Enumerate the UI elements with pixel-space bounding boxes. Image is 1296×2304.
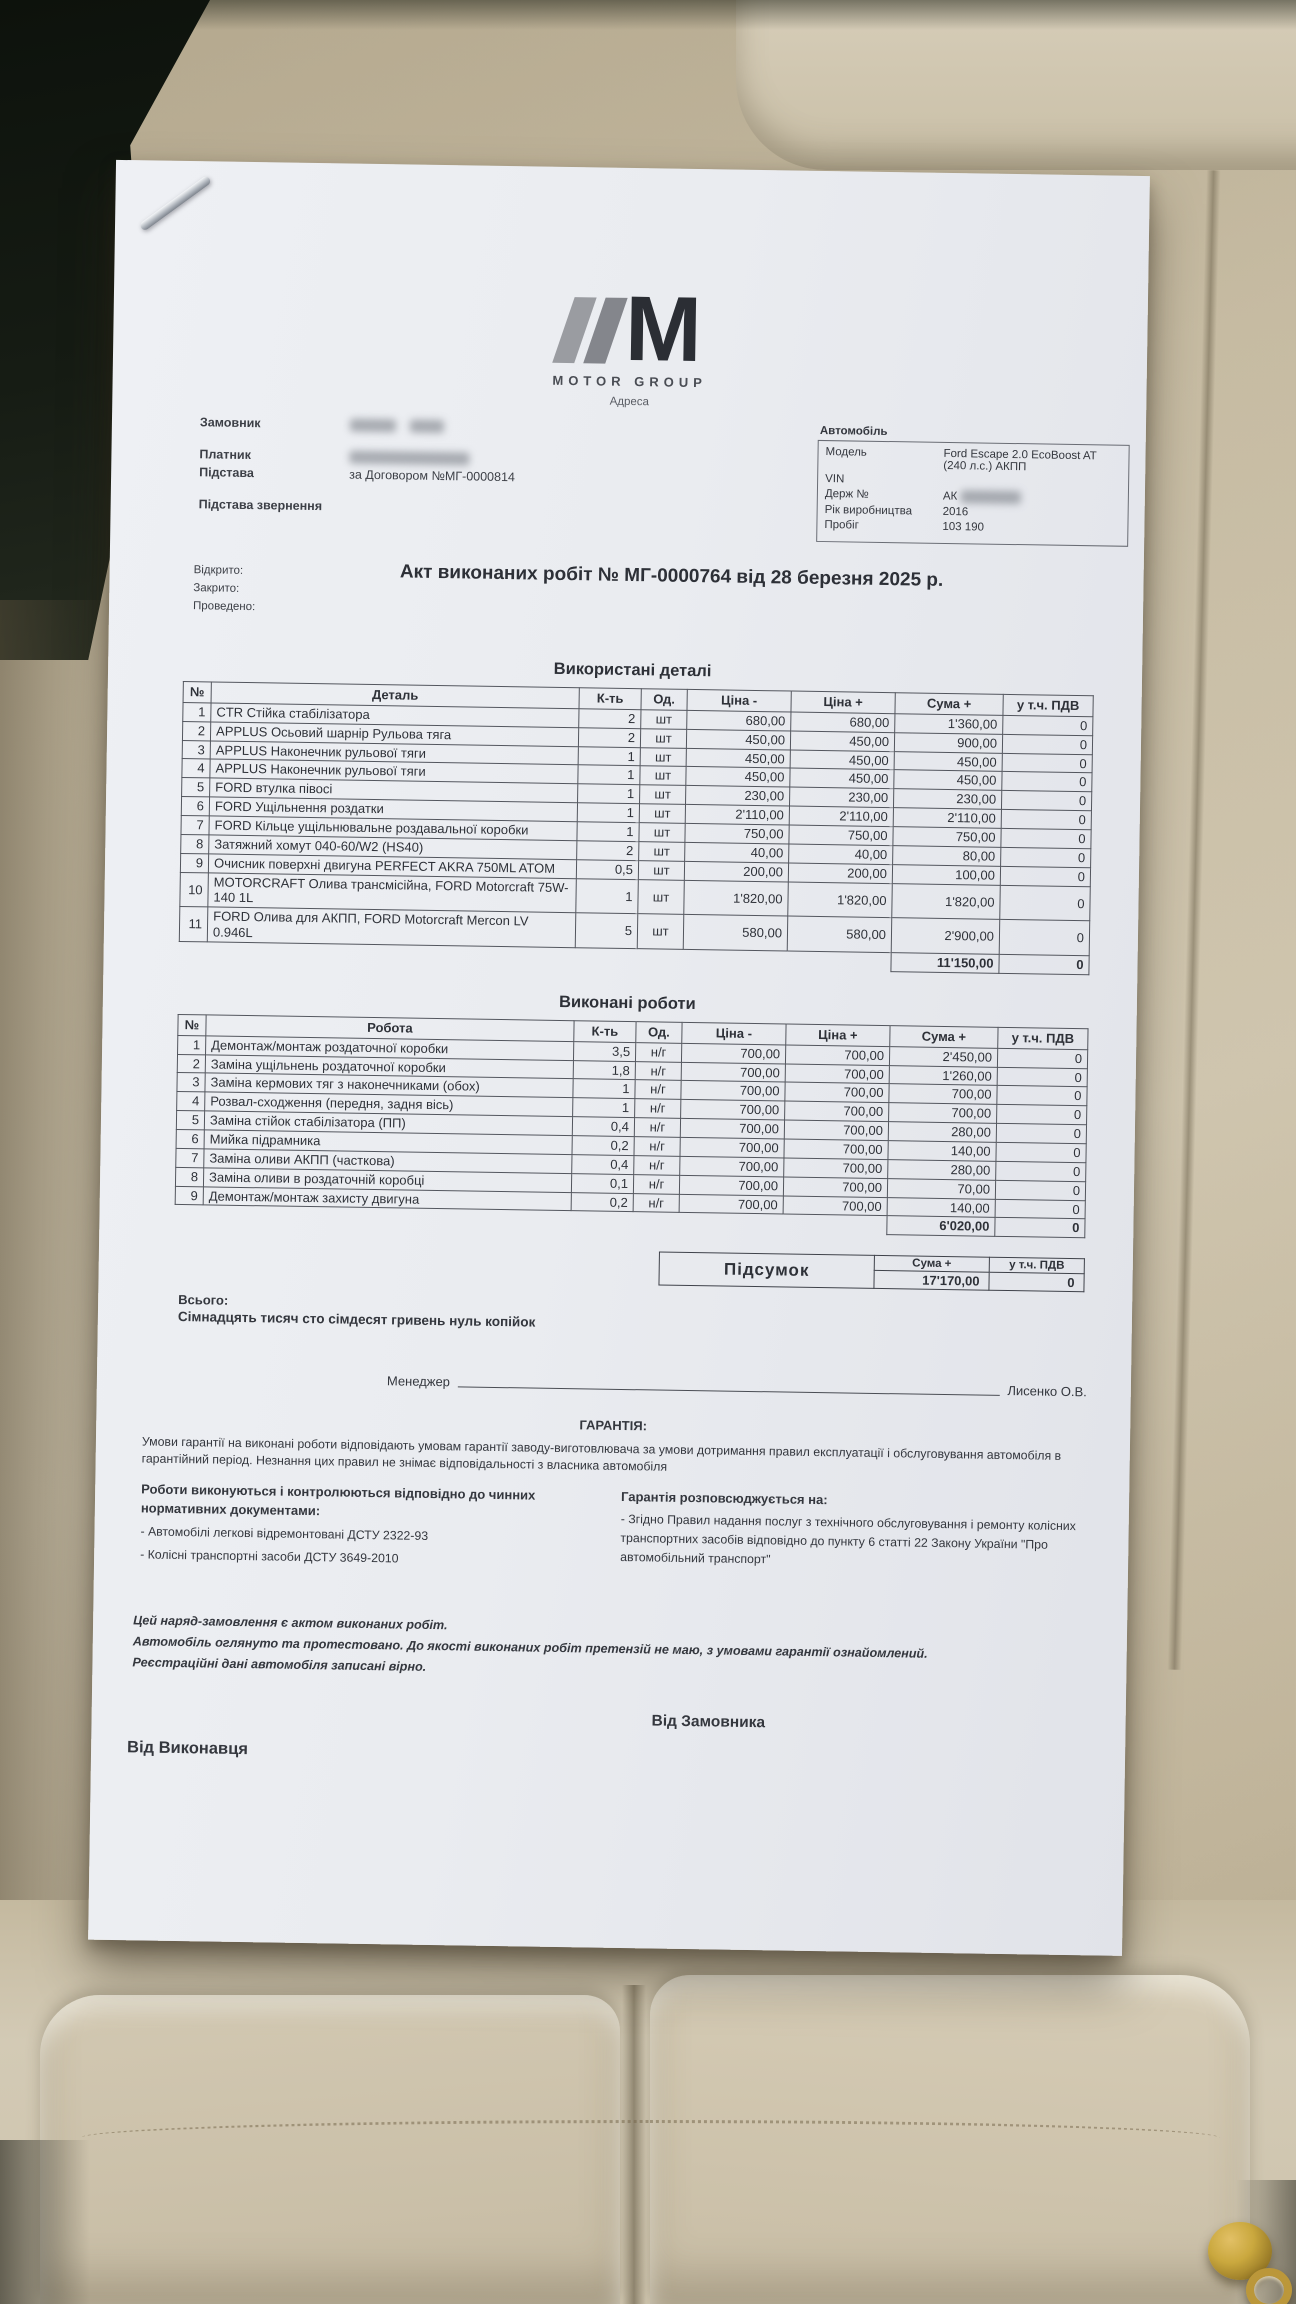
cell-name: Затяжний хомут 040-60/W2 (HS40) [209,835,577,860]
warranty-title: ГАРАНТІЯ: [579,1417,648,1434]
cell-name: APPLUS Осьовий шарнір Рульова тяга [210,722,578,747]
cell-vat: 0 [995,1199,1085,1219]
cell-vat: 0 [1003,715,1093,735]
cell-name: APPLUS Наконечник рульової тяги [210,759,578,784]
payer-label: Платник [199,447,252,463]
cell-vat: 0 [1001,847,1091,867]
cell-sum: 80,00 [893,846,1001,867]
cell-num: 3 [182,740,210,759]
amount-in-words: Сімнадцять тисяч сто сімдесят гривень нуль копійок [177,1309,536,1330]
act-header [109,557,1144,643]
signature-underline [458,1378,1000,1397]
warranty-paragraph: Умови гарантії на виконані роботи відповідають умовам гарантії заводу-виготовлювача за умови дотримання правил експлуатації і обслуговування автомобіля в гарантійний період. Незнання цих правил не знімає відповідальності з власника автомобіля [141,1434,1062,1474]
vehicle-vin-value [943,475,1121,490]
col-header-unit: Од. [641,689,687,711]
cell-unit: шт [639,823,685,843]
cell-unit: шт [640,785,686,805]
closed-label: Закрито: [193,581,240,595]
cell-vat: 0 [1000,885,1091,921]
cell-num: 4 [177,1092,205,1111]
cell-name: FORD Кільце ущільнювальне роздавальної коробки [209,816,577,841]
warranty-standard-item: - Автомобілі легкові відремонтовані ДСТУ 2322-93 [140,1523,429,1543]
cell-unit: н/г [634,1137,680,1157]
cell-unit: н/г [634,1156,680,1176]
cell-qty: 3,5 [573,1041,635,1061]
cell-num: 5 [182,778,210,797]
cell-num: 6 [181,797,209,816]
cell-num: 4 [182,759,210,778]
cell-name: FORD Олива для АКПП, FORD Motorcraft Mercon LV 0.946L [207,907,575,947]
cell-vat: 0 [1000,866,1090,886]
cell-price_minus: 700,00 [680,1156,784,1176]
cell-name: Заміна кермових тяг з наконечниками (обох) [205,1073,573,1098]
cell-qty: 1 [576,878,639,914]
warranty-law-item: - Згідно Правил надання послуг з технічного обслуговування і ремонту колісних транспортних засобів відповідно до пункту 6 статті 22 Закону України "Про автомобільний транспорт" [620,1512,1076,1567]
vehicle-row [825,504,1121,521]
cell-qty: 0,2 [572,1136,634,1156]
redaction-blur [349,450,469,465]
parts-section-title: Використані деталі [553,659,712,681]
manager-signature-line [387,1374,1087,1400]
warranty-left-column [140,1479,591,1571]
cell-price_plus: 580,00 [787,916,892,952]
cell-num: 8 [181,834,209,853]
cell-price_minus: 700,00 [680,1119,784,1139]
works-table-body [175,1035,1088,1219]
cell-sum: 1'820,00 [892,883,1001,919]
redaction-blur [410,419,444,433]
col-header-price-plus: Ціна + [786,1024,890,1046]
cell-price_plus: 700,00 [783,1196,887,1216]
col-header-sum: Сума + [890,1026,998,1049]
cell-num: 2 [177,1054,205,1073]
address-label: Адреса [609,395,650,409]
parts-total-sum: 11'150,00 [891,953,999,974]
works-table [174,1014,1088,1239]
col-header-price-minus: Ціна - [682,1022,786,1044]
cell-qty: 1 [578,765,640,785]
service-act-document [88,160,1150,1956]
cell-qty: 1 [573,1079,635,1099]
act-status-labels [193,562,256,616]
cell-price_plus: 450,00 [790,731,894,751]
cell-price_plus: 450,00 [790,768,894,788]
cell-vat: 0 [1002,753,1092,773]
cell-sum: 2'900,00 [891,918,1000,954]
cell-unit: шт [640,728,686,748]
parties-block [198,415,720,540]
col-header-qty: К-ть [579,688,641,710]
cell-vat: 0 [1001,810,1091,830]
cell-sum: 2'450,00 [889,1046,997,1067]
total-label: Всього: [178,1292,229,1309]
cell-vat: 0 [997,1086,1087,1106]
cell-price_minus: 700,00 [680,1137,784,1157]
cell-price_plus: 2'110,00 [789,806,893,826]
cell-price_plus: 40,00 [789,844,893,864]
cell-num: 9 [180,853,208,872]
cell-name: FORD Ущільнення роздатки [209,797,577,822]
cell-price_minus: 450,00 [686,748,790,768]
cell-sum: 450,00 [894,751,1002,772]
brand-name: MOTOR GROUP [552,372,707,391]
cell-price_minus: 700,00 [681,1043,785,1063]
key-ring [1246,2268,1292,2304]
cell-name: APPLUS Наконечник рульової тяги [210,741,578,766]
cell-vat: 0 [1002,734,1092,754]
cell-price_plus: 450,00 [790,750,894,770]
cell-name: Заміна оливи АКПП (часткова) [204,1149,572,1174]
warranty-right-heading: Гарантія розповсюджується на: [621,1488,828,1507]
summary-sum-header: Сума + [874,1256,989,1273]
cell-num: 2 [182,721,210,740]
vehicle-plate-label: Держ № [824,488,869,501]
cell-qty: 1 [577,822,639,842]
customer-label: Замовник [199,415,261,431]
parts-table [178,681,1093,975]
vehicle-model-label: Модель [825,446,867,459]
vehicle-section-label: Автомобіль [819,424,888,439]
logo-letter-m: M [624,277,699,382]
summary-vat-header: у т.ч. ПДВ [989,1258,1084,1274]
cell-price_plus: 200,00 [788,863,892,883]
cell-qty: 0,5 [576,859,638,879]
cell-unit: шт [639,842,685,862]
vehicle-row [825,473,1121,490]
summary-vat-value: 0 [989,1273,1084,1292]
cell-sum: 230,00 [893,789,1001,810]
manager-label: Менеджер [386,1373,451,1390]
vehicle-vin-label: VIN [825,473,845,486]
cell-price_minus: 230,00 [686,786,790,806]
vehicle-block [816,425,1130,547]
works-section-title: Виконані роботи [558,992,696,1013]
vehicle-row [825,446,1121,475]
cell-name: MOTORCRAFT Олива трансмісійна, FORD Motorcraft 75W-140 1L [208,873,576,913]
cell-sum: 70,00 [887,1178,995,1199]
cell-sum: 2'110,00 [893,808,1001,829]
cell-price_plus: 700,00 [783,1177,887,1197]
summary-label: Підсумок [659,1252,874,1288]
cell-price_minus: 40,00 [685,842,789,862]
closing-statements [132,1610,1107,1690]
cell-unit: н/г [634,1118,680,1138]
summary-sum-value: 17'170,00 [874,1271,989,1291]
cell-vat: 0 [995,1180,1085,1200]
cell-qty: 1 [577,803,639,823]
shadow-bottom-left [0,2140,90,2304]
cell-vat: 0 [1001,791,1091,811]
cell-num: 1 [183,702,211,721]
cell-price_minus: 200,00 [684,861,788,881]
cell-unit: н/г [633,1193,679,1213]
cell-price_plus: 700,00 [785,1082,889,1102]
col-header-unit: Од. [636,1022,682,1044]
cell-unit: шт [637,914,684,949]
cell-vat: 0 [997,1048,1087,1068]
posted-label: Проведено: [192,599,256,613]
basis-value: за Договором №МГ-0000814 [349,467,516,485]
cell-qty: 0,2 [571,1192,633,1212]
cell-num: 1 [178,1035,206,1054]
cell-sum: 700,00 [889,1084,997,1105]
cell-price_plus: 700,00 [785,1064,889,1084]
seat-crease [1167,170,1220,1670]
cell-name: Розвал-сходження (передня, задня вісь) [205,1092,573,1117]
cell-price_plus: 700,00 [785,1101,889,1121]
cell-price_plus: 750,00 [789,825,893,845]
cell-name: FORD втулка півосі [210,778,578,803]
company-logo [479,277,781,411]
cell-qty: 0,1 [571,1173,633,1193]
warranty-left-heading: Роботи виконуються і контролюються відповідно до чинних нормативних документами: [140,1480,536,1519]
warranty-standard-item: - Колісні транспортні засоби ДСТУ 3649-2010 [140,1547,399,1566]
cell-vat: 0 [1002,772,1092,792]
parts-table-body [179,702,1093,955]
cell-unit: шт [639,804,685,824]
cell-qty: 2 [577,841,639,861]
col-header-num: № [183,682,211,703]
warranty-columns [140,1479,1099,1579]
cell-vat: 0 [997,1105,1087,1125]
cell-name: Очисник поверхні двигуна PERFECT AKRA 750ML ATOM [208,854,576,879]
cell-num: 7 [181,816,209,835]
cell-vat: 0 [997,1067,1087,1087]
works-total-sum: 6'020,00 [887,1216,995,1237]
cell-num: 7 [176,1148,204,1167]
vehicle-row [825,488,1121,506]
cell-num: 3 [177,1073,205,1092]
col-header-name: Робота [206,1015,574,1042]
act-title: Акт виконаних робіт № МГ-0000764 від 28 березня 2025 р. [399,561,944,591]
vehicle-row [824,519,1120,536]
redaction-blur [350,418,396,432]
cell-sum: 280,00 [888,1122,996,1143]
cell-name: CTR Стійка стабілізатора [211,703,579,728]
summary-box [658,1252,1084,1293]
cell-price_plus: 700,00 [784,1120,888,1140]
cell-sum: 140,00 [888,1141,996,1162]
cell-sum: 1'260,00 [889,1065,997,1086]
vehicle-year-label: Рік виробництва [824,504,913,518]
cell-qty: 1,8 [573,1060,635,1080]
cell-qty: 1 [578,784,640,804]
cell-sum: 280,00 [888,1160,996,1181]
cell-qty: 5 [575,913,638,949]
cell-price_minus: 2'110,00 [685,805,789,825]
cell-price_plus: 700,00 [784,1139,888,1159]
cell-sum: 140,00 [887,1197,995,1218]
cell-price_minus: 700,00 [679,1194,783,1214]
cell-unit: шт [641,710,687,730]
works-total-vat: 0 [995,1218,1085,1238]
cell-num: 6 [176,1129,204,1148]
closing-line: Реєстраційні дані автомобіля записані вірно. [132,1655,427,1675]
basis-label: Підстава [199,465,255,481]
from-customer-label: Від Замовника [651,1712,766,1732]
col-header-price-minus: Ціна - [687,689,791,711]
cell-price_minus: 700,00 [679,1175,783,1195]
cell-name: Демонтаж/монтаж роздаточної коробки [206,1036,574,1061]
cell-unit: н/г [635,1099,681,1119]
cell-price_minus: 700,00 [681,1081,785,1101]
vehicle-plate-partial: АК [942,490,958,503]
manager-name: Лисенко О.В. [1007,1383,1087,1400]
cell-price_minus: 580,00 [683,915,788,951]
cell-num: 10 [180,872,209,907]
cell-unit: шт [640,747,686,767]
cell-unit: н/г [635,1042,681,1062]
cell-num: 5 [176,1111,204,1130]
col-header-vat: у т.ч. ПДВ [998,1027,1088,1049]
col-header-vat: у т.ч. ПДВ [1003,694,1093,716]
cell-name: Мийка підрамника [204,1130,572,1155]
vehicle-model-value: Ford Escape 2.0 EcoBoost AT (240 л.с.) АКПП [943,447,1097,474]
col-header-name: Деталь [211,682,579,709]
closing-line: Цей наряд-замовлення є актом виконаних робіт. [133,1612,448,1632]
closing-line: Автомобіль оглянуто та протестовано. До якості виконаних робіт претензій не маю, з умовами гарантії ознайомлений. [132,1634,928,1661]
cell-num: 11 [179,907,208,942]
cell-qty: 0,4 [572,1155,634,1175]
cell-vat: 0 [996,1124,1086,1144]
cell-sum: 700,00 [889,1103,997,1124]
cell-price_minus: 700,00 [681,1062,785,1082]
vehicle-mileage-label: Пробіг [824,519,859,532]
cell-name: Демонтаж/монтаж захисту двигуна [203,1187,571,1212]
col-header-qty: К-ть [574,1021,636,1043]
col-header-sum: Сума + [895,693,1003,716]
cell-name: Заміна ущільнень роздаточної коробки [205,1055,573,1080]
cell-unit: шт [638,860,684,880]
cell-name: Заміна стійок стабілізатора (ПП) [204,1111,572,1136]
cell-sum: 900,00 [894,732,1002,753]
vehicle-mileage-value: 103 190 [942,520,985,534]
cell-vat: 0 [999,920,1090,956]
cell-name: Заміна оливи в роздаточній коробці [203,1168,571,1193]
redaction-blur [960,490,1020,504]
seat-stitch-line [80,2120,1220,2180]
vehicle-info-box [816,440,1130,547]
cell-price_minus: 450,00 [686,767,790,787]
cell-qty: 2 [579,709,641,729]
vehicle-plate-value [943,490,1121,506]
cell-price_minus: 680,00 [687,710,791,730]
cell-num: 8 [175,1167,203,1186]
cell-unit: шт [638,879,685,914]
cell-qty: 1 [573,1098,635,1118]
cell-price_minus: 750,00 [685,823,789,843]
col-header-num: № [178,1014,206,1035]
cell-price_plus: 230,00 [789,787,893,807]
cell-qty: 1 [578,746,640,766]
cell-unit: н/г [633,1174,679,1194]
cell-vat: 0 [996,1142,1086,1162]
cell-qty: 0,4 [572,1117,634,1137]
cell-vat: 0 [1001,828,1091,848]
cell-price_plus: 700,00 [785,1045,889,1065]
cell-qty: 2 [578,727,640,747]
cell-sum: 1'360,00 [895,714,1003,735]
pen-clip [139,175,212,232]
opened-label: Відкрито: [193,564,244,577]
cell-unit: шт [640,766,686,786]
cell-sum: 450,00 [894,770,1002,791]
cell-price_minus: 450,00 [686,729,790,749]
cell-vat: 0 [996,1161,1086,1181]
cell-price_minus: 700,00 [681,1100,785,1120]
cell-sum: 100,00 [892,864,1000,885]
request-basis-label: Підстава звернення [198,497,323,514]
from-contractor-label: Від Виконавця [126,1738,249,1758]
cell-price_plus: 1'820,00 [788,882,893,918]
cell-unit: н/г [635,1061,681,1081]
cell-price_plus: 680,00 [791,712,895,732]
parts-total-vat: 0 [999,954,1089,974]
vehicle-year-value: 2016 [942,505,969,519]
cell-sum: 750,00 [893,827,1001,848]
warranty-right-column [620,1487,1091,1579]
cell-price_minus: 1'820,00 [684,880,789,916]
cell-num: 9 [175,1186,203,1205]
cell-price_plus: 700,00 [784,1158,888,1178]
info-section [110,414,1146,547]
col-header-price-plus: Ціна + [791,691,895,713]
cell-unit: н/г [635,1080,681,1100]
